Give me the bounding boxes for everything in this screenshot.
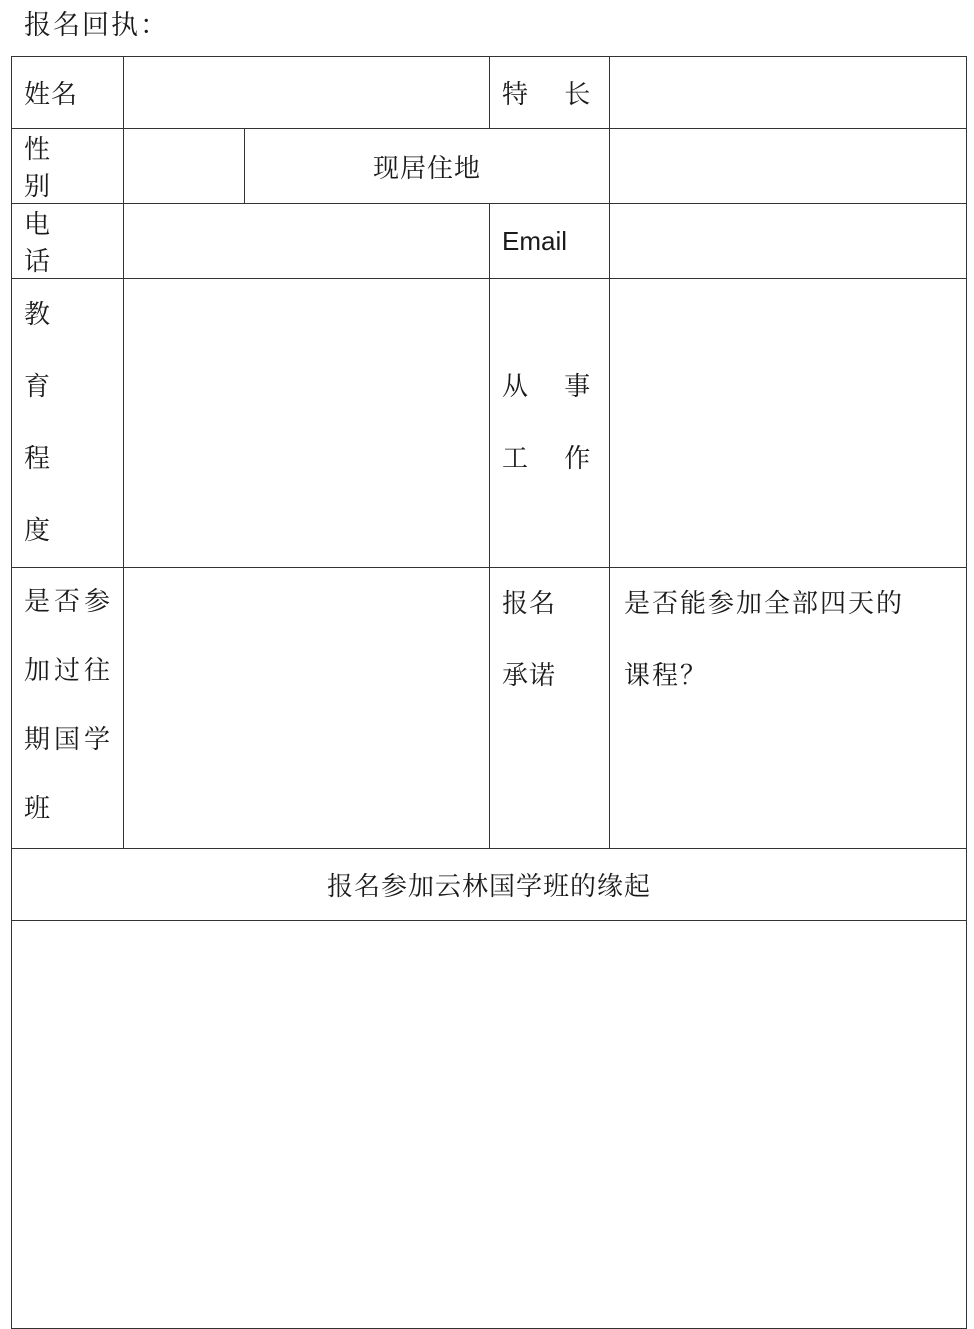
past-class-label xyxy=(12,568,124,849)
gender-field[interactable] xyxy=(124,129,245,204)
occupation-label xyxy=(490,279,610,568)
commitment-label-line: 承诺 xyxy=(502,661,557,691)
registration-form-table xyxy=(11,56,967,1329)
commitment-label xyxy=(490,568,610,849)
form-heading: 报名回执： xyxy=(24,10,169,41)
reason-field[interactable] xyxy=(12,921,967,1329)
occupation-label-line: 工 作 xyxy=(502,444,605,474)
phone-field[interactable] xyxy=(124,204,490,279)
residence-field[interactable] xyxy=(610,129,967,204)
occupation-field[interactable] xyxy=(610,279,967,568)
reason-body-row xyxy=(12,921,967,1329)
reason-header: 报名参加云林国学班的缘起 xyxy=(12,849,967,921)
education-label-line: 程 度 xyxy=(24,444,65,546)
education-label-line: 教 育 xyxy=(24,300,65,402)
past-class-label-line: 加过往 xyxy=(24,656,115,686)
past-class-label-line: 期国学 xyxy=(24,725,115,755)
name-label: 姓名 xyxy=(12,57,124,129)
past-class-label-line: 是否参 xyxy=(24,587,115,617)
residence-label: 现居住地 xyxy=(245,129,610,204)
email-label: Email xyxy=(490,204,610,279)
name-row xyxy=(12,57,967,129)
commitment-question[interactable] xyxy=(610,568,967,849)
specialty-field[interactable] xyxy=(610,57,967,129)
education-field[interactable] xyxy=(124,279,490,568)
gender-row xyxy=(12,129,967,204)
email-field[interactable] xyxy=(610,204,967,279)
past-class-row xyxy=(12,568,967,849)
occupation-label-line: 从 事 xyxy=(502,372,605,402)
phone-row xyxy=(12,204,967,279)
past-class-label-line: 班 xyxy=(24,794,55,824)
reason-header-row xyxy=(12,849,967,921)
past-class-field[interactable] xyxy=(124,568,490,849)
name-field[interactable] xyxy=(124,57,490,129)
commitment-question-line: 课程？ xyxy=(624,661,709,691)
education-row xyxy=(12,279,967,568)
phone-label: 电 话 xyxy=(12,204,124,279)
commitment-label-line: 报名 xyxy=(502,589,557,619)
commitment-question-line: 是否能参加全部四天的 xyxy=(624,589,905,619)
gender-label: 性 别 xyxy=(12,129,124,204)
specialty-label: 特 长 xyxy=(490,57,610,129)
education-label xyxy=(12,279,124,568)
